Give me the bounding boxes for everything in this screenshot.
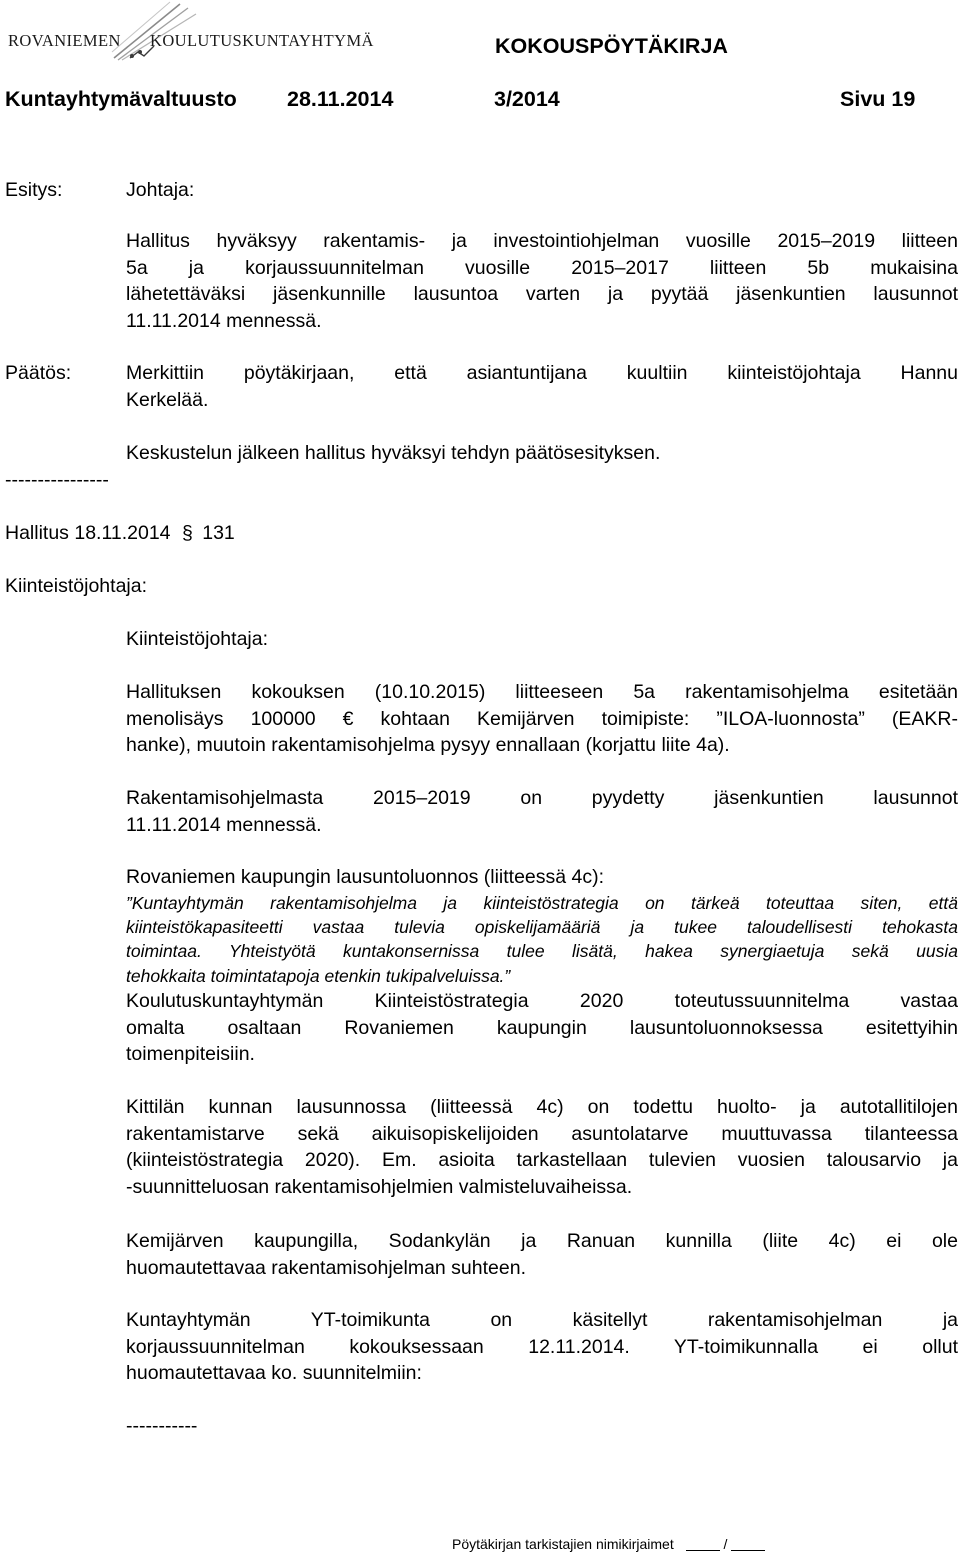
text-line: 11.11.2014 mennessä. xyxy=(126,309,322,332)
footer-slash: / xyxy=(723,1536,728,1552)
quote-line: tehokkaita toimintatapoja etenkin tukipalveluissa.” xyxy=(126,965,511,986)
hallitus-heading xyxy=(5,520,235,547)
paragraph-4 xyxy=(126,1094,958,1200)
separator: ---------------- xyxy=(5,469,109,491)
role-heading: Kiinteistöjohtaja: xyxy=(5,575,148,597)
esitys-label: Esitys: xyxy=(5,179,63,201)
meeting-date: 28.11.2014 xyxy=(287,87,394,111)
text-line: korjaussuunnitelman kokouksessaan 12.11.2014. YT-toimikunnalla ei ollut xyxy=(126,1335,958,1358)
paragraph-3-body xyxy=(126,988,958,1068)
page-number: Sivu 19 xyxy=(840,87,916,111)
separator: ----------- xyxy=(126,1415,198,1437)
text-line: 11.11.2014 mennessä. xyxy=(126,813,322,836)
paragraph-3-heading: Rovaniemen kaupungin lausuntoluonnos (liitteessä 4c): xyxy=(126,866,605,888)
paatos-label: Päätös: xyxy=(5,362,72,384)
text-line: Rakentamisohjelmasta 2015–2019 on pyydetty jäsenkuntien lausunnot xyxy=(126,787,958,809)
text-line: -suunnitteluosan rakentamisohjelmien valmisteluvaiheissa. xyxy=(126,1175,633,1198)
paatos-second: Keskustelun jälkeen hallitus hyväksyi tehdyn päätösesityksen. xyxy=(126,442,661,464)
text-line: Kemijärven kaupungilla, Sodankylän ja Ranuan kunnilla (liite 4c) ei ole xyxy=(126,1230,958,1252)
meeting-number: 3/2014 xyxy=(494,87,560,111)
text-line: Kittilän kunnan lausunnossa (liitteessä 4c) on todettu huolto- ja autotallitilojen xyxy=(126,1096,958,1118)
esitys-paragraph xyxy=(126,228,958,334)
text-line: Hallitus hyväksyy rakentamis- ja investointiohjelman vuosille 2015–2019 liitteen xyxy=(126,230,958,252)
meeting-body: Kuntayhtymävaltuusto xyxy=(5,87,237,111)
text-line: rakentamistarve sekä aikuisopiskelijoiden asuntolatarve muuttuvassa tilanteessa xyxy=(126,1122,958,1145)
text-line: Koulutuskuntayhtymän Kiinteistöstrategia 2020 toteutussuunnitelma vastaa xyxy=(126,990,958,1012)
text-line: huomautettavaa rakentamisohjelman suhteen. xyxy=(126,1256,526,1279)
text-line: Kerkelää. xyxy=(126,388,209,411)
text-line: hanke), muutoin rakentamisohjelma pysyy ennallaan (korjattu liite 4a). xyxy=(126,734,730,756)
footer-text: Pöytäkirjan tarkistajien nimikirjaimet xyxy=(452,1536,674,1552)
text-line: menolisäys 100000 € kohtaan Kemijärven toimipiste: ”ILOA-luonnosta” (EAKR- xyxy=(126,707,958,730)
paragraph-5 xyxy=(126,1228,958,1281)
text-line: huomautettavaa ko. suunnitelmiin: xyxy=(126,1362,422,1384)
role-indented: Kiinteistöjohtaja: xyxy=(126,628,269,650)
paatos-paragraph xyxy=(126,360,958,413)
text-line: toimenpiteisiin. xyxy=(126,1043,255,1065)
quote-line: ”Kuntayhtymän rakentamisohjelma ja kiinteistöstrategia on tärkeä toteuttaa siten, että xyxy=(126,893,958,913)
section-sign: § xyxy=(181,522,193,544)
logo-left-text: ROVANIEMEN xyxy=(8,31,121,50)
quote-line: kiinteistökapasiteetti vastaa tulevia opiskelijamääriä ja tukee taloudellisesti tehokasta xyxy=(126,917,958,938)
text-line: 5a ja korjaussuunnitelman vuosille 2015–2017 liitteen 5b mukaisina xyxy=(126,256,958,279)
quote-line: toimintaa. Yhteistyötä kuntakonsernissa tulee lisätä, hakea synergiaetuja sekä uusia xyxy=(126,941,958,962)
document-type: KOKOUSPÖYTÄKIRJA xyxy=(495,34,728,58)
paragraph-1 xyxy=(126,679,958,759)
quote-block xyxy=(126,891,958,988)
text-line: omalta osaltaan Rovaniemen kaupungin lausuntoluonnoksessa esitettyihin xyxy=(126,1016,958,1039)
hallitus-date: Hallitus 18.11.2014 xyxy=(5,522,171,544)
text-line: (kiinteistöstrategia 2020). Em. asioita tarkastellaan tulevien vuosien talousarvio ja xyxy=(126,1149,958,1171)
footer xyxy=(452,1535,765,1553)
esitys-speaker: Johtaja: xyxy=(126,179,195,201)
section-number: 131 xyxy=(202,522,235,544)
text-line: Hallituksen kokouksen (10.10.2015) liitteeseen 5a rakentamisohjelma esitetään xyxy=(126,681,958,703)
logo-right-text: KOULUTUSKUNTAYHTYMÄ xyxy=(150,31,374,50)
paragraph-2 xyxy=(126,785,958,838)
text-line: Merkittiin pöytäkirjaan, että asiantuntijana kuultiin kiinteistöjohtaja Hannu xyxy=(126,362,958,384)
paragraph-6 xyxy=(126,1307,958,1387)
initials-blank[interactable] xyxy=(731,1550,765,1551)
text-line: lähetettäväksi jäsenkunnille lausuntoa varten ja pyytää jäsenkuntien lausunnot xyxy=(126,283,958,305)
initials-blank[interactable] xyxy=(686,1550,720,1551)
text-line: Kuntayhtymän YT-toimikunta on käsitellyt rakentamisohjelman ja xyxy=(126,1309,958,1331)
